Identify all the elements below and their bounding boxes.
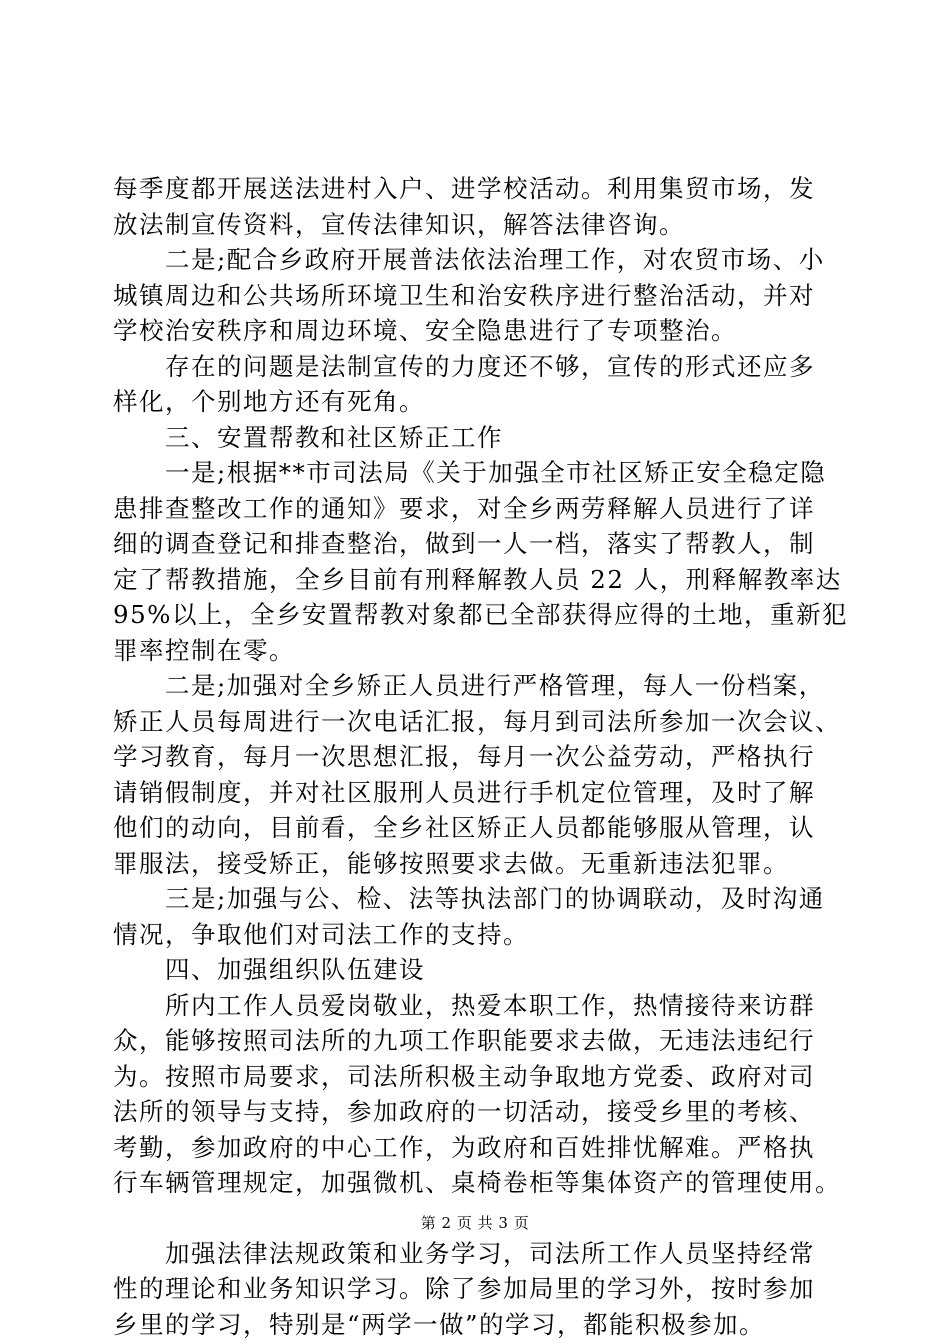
text-line: 放法制宣传资料，宣传法律知识，解答法律咨询。 [113,209,685,239]
text-line: 所内工作人员爱岗敬业，热爱本职工作，热情接待来访群 [113,990,815,1020]
text-line: 患排查整改工作的通知》要求，对全乡两劳释解人员进行了详 [113,493,815,523]
text-line: 乡里的学习，特别是“两学一做”的学习，都能积极参加。 [113,1309,766,1339]
text-line: 性的理论和业务知识学习。除了参加局里的学习外，按时参加 [113,1274,815,1303]
text-line: 存在的问题是法制宣传的力度还不够，宣传的形式还应多 [113,351,815,381]
text-line: 罪率控制在零。 [113,635,295,665]
text-line: 罪服法，接受矫正，能够按照要求去做。无重新违法犯罪。 [113,848,789,878]
text-line: 学校治安秩序和周边环境、安全隐患进行了专项整治。 [113,316,737,345]
text-line: 情况，争取他们对司法工作的支持。 [113,919,529,949]
text-line: 样化，个别地方还有死角。 [113,387,425,416]
text-line: 为。按照市局要求，司法所积极主动争取地方党委、政府对司 [113,1061,815,1091]
text-line: 城镇周边和公共场所环境卫生和治安秩序进行整治活动，并对 [113,280,815,310]
text-line: 学习教育，每月一次思想汇报，每月一次公益劳动，严格执行 [113,742,815,771]
text-line: 众，能够按照司法所的九项工作职能要求去做，无违法违纪行 [113,1026,815,1055]
text-line: 定了帮教措施，全乡目前有刑释解教人员 22 人，刑释解教率达 [113,564,842,594]
text-line: 考勤，参加政府的中心工作，为政府和百姓排忧解难。严格执 [113,1132,815,1162]
text-line: 细的调查登记和排查整治，做到一人一档，落实了帮教人，制 [113,529,815,558]
text-line: 二是;配合乡政府开展普法依法治理工作，对农贸市场、小 [113,245,825,274]
text-line: 法所的领导与支持，参加政府的一切活动，接受乡里的考核、 [113,1097,815,1126]
text-line: 他们的动向，目前看，全乡社区矫正人员都能够服从管理，认 [113,813,815,842]
section-heading: 三、安置帮教和社区矫正工作 [113,422,503,452]
text-line: 95%以上，全乡安置帮教对象都已全部获得应得的土地，重新犯 [113,600,848,629]
document-body [113,171,873,1342]
text-line: 加强法律法规政策和业务学习，司法所工作人员坚持经常 [113,1238,815,1268]
text-line: 二是;加强对全乡矫正人员进行严格管理，每人一份档案， [113,671,825,700]
text-line: 三是;加强与公、检、法等执法部门的协调联动，及时沟通 [113,884,825,913]
text-line: 一是;根据**市司法局《关于加强全市社区矫正安全稳定隐 [113,458,827,487]
page-number-footer: 第 2 页 共 3 页 [420,1214,530,1232]
section-heading: 四、加强组织队伍建设 [113,955,425,984]
text-line: 矫正人员每周进行一次电话汇报，每月到司法所参加一次会议、 [113,706,841,736]
text-line: 请销假制度，并对社区服刑人员进行手机定位管理，及时了解 [113,777,815,807]
text-line: 行车辆管理规定，加强微机、桌椅卷柜等集体资产的管理使用。 [113,1168,841,1197]
text-line: 每季度都开展送法进村入户、进学校活动。利用集贸市场，发 [113,174,815,203]
